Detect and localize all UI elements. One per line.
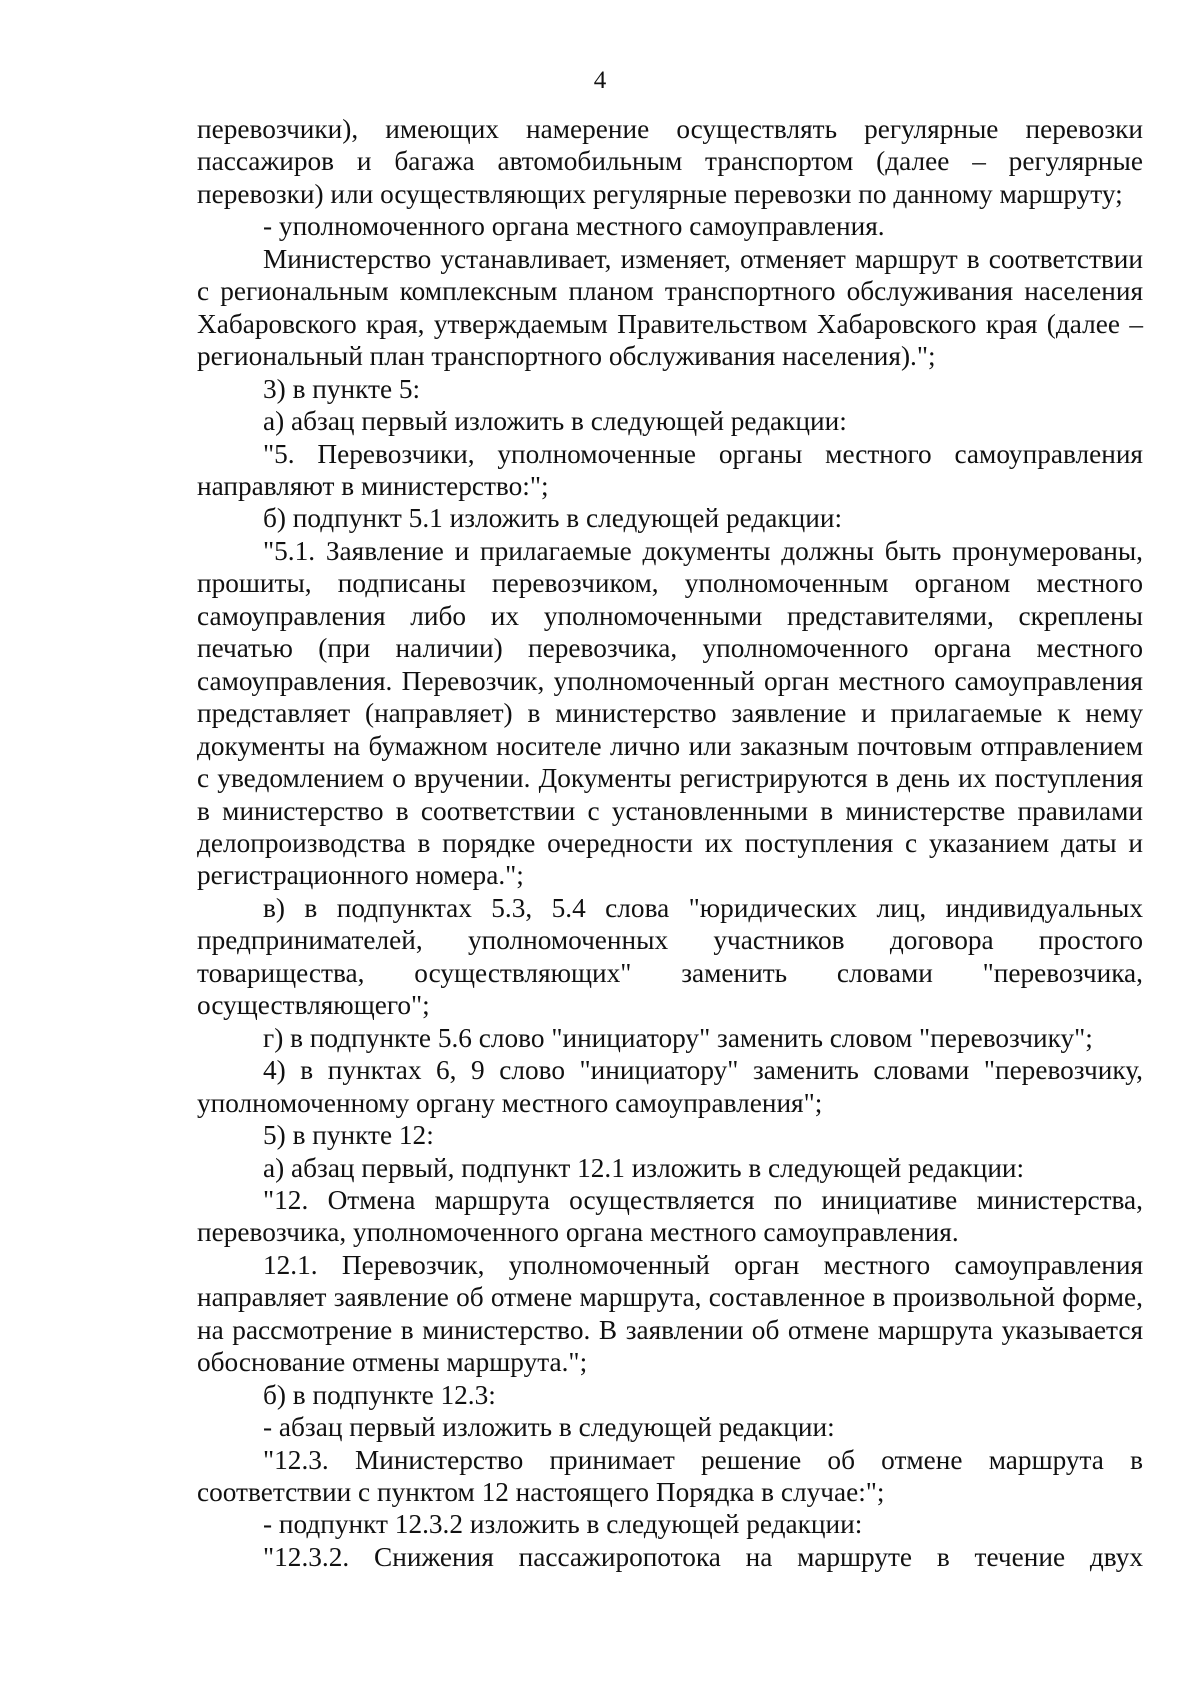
list-item: - абзац первый изложить в следующей редакции: [263,1412,835,1443]
paragraph: перевозчики), имеющих намерение осуществлять регулярные перевозки пассажиров и багажа автомобильным транспортом (далее – регулярные перевозки) или осуществляющих регулярные перевозки по данному маршруту; [197,114,1143,209]
list-item: б) в подпункте 12.3: [263,1379,496,1410]
list-item: б) подпункт 5.1 изложить в следующей редакции: [263,503,843,534]
paragraph: "5. Перевозчики, уполномоченные органы местного самоуправления направляют в министерство:"; [197,438,1143,501]
page-number: 4 [593,67,607,94]
document-body [197,113,1143,1573]
paragraph: "12.3. Министерство принимает решение об отмене маршрута в соответствии с пунктом 12 настоящего Порядка в случае:"; [197,1444,1143,1508]
paragraph: - уполномоченного органа местного самоуправления. [263,211,885,242]
list-item: 5) в пункте 12: [263,1120,434,1151]
list-item: а) абзац первый изложить в следующей редакции: [263,406,847,437]
list-item: 4) в пунктах 6, 9 слово "инициатору" заменить словами "перевозчику, уполномоченному органу местного самоуправления"; [197,1055,1143,1118]
paragraph: "5.1. Заявление и прилагаемые документы должны быть пронумерованы, прошиты, подписаны перевозчиком, уполномоченным органом местного самоуправления либо их уполномоченными представителями, скреплены печатью (при наличии) перевозчика, уполномоченного органа местного самоуправления. Перевозчик, уполномоченный орган местного самоуправления представляет (направляет) в министерство заявление и прилагаемые к нему документы на бумажном носителе лично или заказным почтовым отправлением с уведомлением о вручении. Документы регистрируются в день их поступления в министерство в соответствии с установленными в министерстве правилами делопроизводства в порядке очередности их поступления с указанием даты и регистрационного номера."; [197,535,1143,891]
paragraph: "12. Отмена маршрута осуществляется по инициативе министерства, перевозчика, уполномоченного органа местного самоуправления. [197,1184,1143,1248]
list-item: в) в подпунктах 5.3, 5.4 слова "юридических лиц, индивидуальных предпринимателей, уполномоченных участников договора простого товарищества, осуществляющих" заменить словами "перевозчика, осуществляющего"; [197,892,1143,1021]
list-item: а) абзац первый, подпункт 12.1 изложить в следующей редакции: [263,1152,1025,1183]
paragraph: 12.1. Перевозчик, уполномоченный орган местного самоуправления направляет заявление об отмене маршрута, составленное в произвольной форме, на рассмотрение в министерство. В заявлении об отмене маршрута указывается обоснование отмены маршрута."; [197,1249,1143,1378]
list-item: - подпункт 12.3.2 изложить в следующей редакции: [263,1509,863,1540]
paragraph: Министерство устанавливает, изменяет, отменяет маршрут в соответствии с региональным комплексным планом транспортного обслуживания населения Хабаровского края, утверждаемым Правительством Хабаровского края (далее – региональный план транспортного обслуживания населения)."; [197,243,1143,372]
paragraph: "12.3.2. Снижения пассажиропотока на маршруте в течение двух [263,1541,1143,1572]
list-item: г) в подпункте 5.6 слово "инициатору" заменить словом "перевозчику"; [263,1022,1093,1053]
list-item: 3) в пункте 5: [263,373,421,404]
